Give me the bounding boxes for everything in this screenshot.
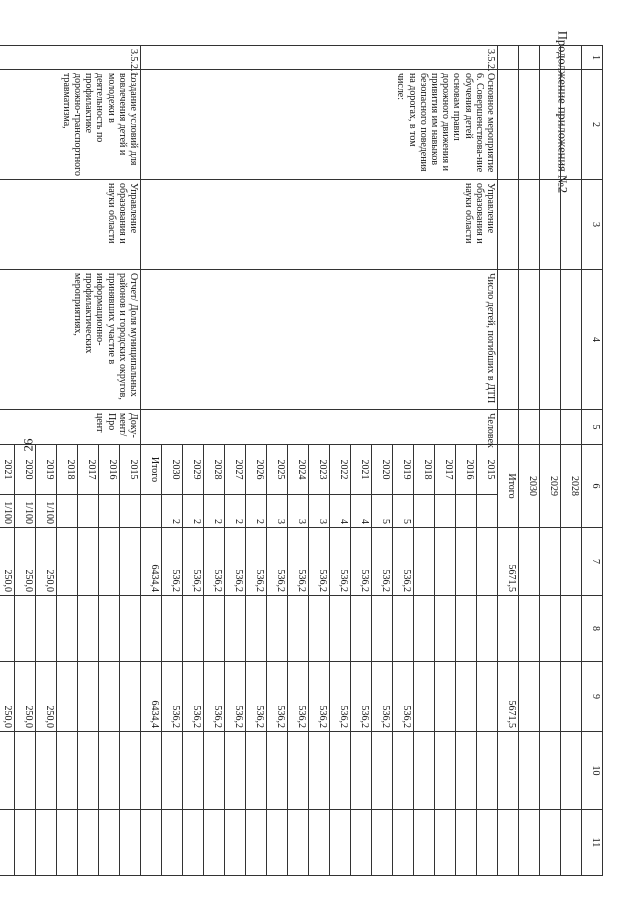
item-number-cell: 3.5.2. <box>141 46 498 70</box>
value-cell: 536,2 <box>372 528 393 596</box>
empty-cell <box>519 46 540 70</box>
value-cell <box>561 528 582 596</box>
empty-cell <box>267 732 288 810</box>
empty-cell <box>0 810 15 876</box>
value-cell: 6434,4 <box>141 662 162 732</box>
empty-cell <box>0 732 15 810</box>
value-cell: 536,2 <box>393 528 414 596</box>
value-cell: 536,2 <box>288 662 309 732</box>
header-cell: 7 <box>582 528 603 596</box>
value-cell <box>561 662 582 732</box>
empty-cell <box>57 810 78 876</box>
empty-cell <box>456 732 477 810</box>
empty-cell <box>162 732 183 810</box>
value-cell: 6434,4 <box>141 528 162 596</box>
count-cell: 3 <box>288 495 309 528</box>
indicator-cell: Отчет/ Доля муниципальных районов и городских округов, принявших участие в информационно-профилактических мероприятиях, <box>0 270 141 410</box>
empty-cell <box>519 270 540 410</box>
empty-cell <box>414 810 435 876</box>
empty-cell <box>519 180 540 270</box>
count-cell <box>141 495 162 528</box>
value-cell: 536,2 <box>351 662 372 732</box>
count-cell <box>57 495 78 528</box>
value-cell <box>435 662 456 732</box>
count-cell: 2 <box>204 495 225 528</box>
year-cell: 2028 <box>561 445 582 528</box>
empty-cell <box>498 46 519 70</box>
empty-cell <box>561 732 582 810</box>
empty-cell <box>393 596 414 662</box>
year-cell: 2030 <box>162 445 183 495</box>
value-cell: 536,2 <box>162 662 183 732</box>
empty-cell <box>519 810 540 876</box>
table-body <box>0 46 603 876</box>
value-cell: 536,2 <box>330 528 351 596</box>
empty-cell <box>540 410 561 445</box>
count-cell <box>414 495 435 528</box>
empty-cell <box>540 270 561 410</box>
value-cell <box>57 528 78 596</box>
year-cell: 2015 <box>477 445 498 495</box>
empty-cell <box>36 596 57 662</box>
value-cell <box>414 528 435 596</box>
empty-cell <box>561 180 582 270</box>
value-cell: 536,2 <box>288 528 309 596</box>
value-cell <box>477 528 498 596</box>
value-cell <box>78 662 99 732</box>
empty-cell <box>99 732 120 810</box>
value-cell <box>456 528 477 596</box>
value-cell <box>456 662 477 732</box>
year-cell: 2028 <box>204 445 225 495</box>
value-cell <box>99 528 120 596</box>
empty-cell <box>57 596 78 662</box>
empty-cell <box>435 810 456 876</box>
empty-cell <box>540 596 561 662</box>
header-cell: 9 <box>582 662 603 732</box>
unit-cell: Человек <box>141 410 498 445</box>
value-cell: 536,2 <box>267 662 288 732</box>
value-cell <box>519 662 540 732</box>
empty-cell <box>183 596 204 662</box>
empty-cell <box>141 810 162 876</box>
count-cell: 4 <box>351 495 372 528</box>
year-cell: 2030 <box>519 445 540 528</box>
empty-cell <box>309 810 330 876</box>
empty-cell <box>393 810 414 876</box>
empty-cell <box>519 70 540 180</box>
empty-cell <box>456 810 477 876</box>
count-cell <box>78 495 99 528</box>
empty-cell <box>225 732 246 810</box>
year-cell: 2020 <box>15 445 36 495</box>
count-cell: 1/100 <box>0 495 15 528</box>
unit-cell: Доку-мент/ Про цент <box>0 410 141 445</box>
value-cell <box>477 662 498 732</box>
empty-cell <box>519 596 540 662</box>
empty-cell <box>204 596 225 662</box>
empty-cell <box>561 810 582 876</box>
empty-cell <box>225 596 246 662</box>
value-cell: 536,2 <box>183 528 204 596</box>
header-cell: 8 <box>582 596 603 662</box>
year-cell: 2016 <box>99 445 120 495</box>
empty-cell <box>561 596 582 662</box>
count-cell <box>120 495 141 528</box>
empty-cell <box>498 410 519 445</box>
value-cell: 536,2 <box>393 662 414 732</box>
value-cell: 536,2 <box>372 662 393 732</box>
value-cell: 250,0 <box>36 662 57 732</box>
value-cell: 536,2 <box>246 528 267 596</box>
header-cell: 1 <box>582 46 603 70</box>
empty-cell <box>498 180 519 270</box>
table-area <box>2 45 603 875</box>
value-cell: 536,2 <box>309 528 330 596</box>
empty-cell <box>267 810 288 876</box>
value-cell: 536,2 <box>330 662 351 732</box>
empty-cell <box>498 732 519 810</box>
empty-cell <box>162 810 183 876</box>
year-cell: 2016 <box>456 445 477 495</box>
empty-cell <box>36 810 57 876</box>
item-number-cell: 3.5.2.1. <box>0 46 141 70</box>
header-cell: 6 <box>582 445 603 528</box>
year-cell: 2021 <box>0 445 15 495</box>
empty-cell <box>99 596 120 662</box>
empty-cell <box>540 70 561 180</box>
empty-cell <box>120 732 141 810</box>
value-cell <box>414 662 435 732</box>
empty-cell <box>561 270 582 410</box>
empty-cell <box>288 596 309 662</box>
value-cell <box>57 662 78 732</box>
empty-cell <box>204 810 225 876</box>
value-cell: 536,2 <box>183 662 204 732</box>
empty-cell <box>120 810 141 876</box>
year-cell: 2017 <box>435 445 456 495</box>
value-cell: 536,2 <box>225 662 246 732</box>
empty-cell <box>309 732 330 810</box>
count-cell: 2 <box>162 495 183 528</box>
year-cell: 2024 <box>288 445 309 495</box>
value-cell <box>540 528 561 596</box>
value-cell <box>120 528 141 596</box>
value-cell: 536,2 <box>204 528 225 596</box>
empty-cell <box>183 810 204 876</box>
item-name-cell: создание условий для вовлечения детей и молодежи в деятельность по профилактике дорожно-транспортного травматизма, <box>0 70 141 180</box>
empty-cell <box>78 596 99 662</box>
count-cell: 2 <box>225 495 246 528</box>
empty-cell <box>141 732 162 810</box>
count-cell: 1/100 <box>15 495 36 528</box>
empty-cell <box>435 732 456 810</box>
empty-cell <box>477 732 498 810</box>
page-number: 26 <box>20 438 36 452</box>
empty-cell <box>330 810 351 876</box>
count-cell: 2 <box>246 495 267 528</box>
item-name-cell: Основное мероприятие 6. Совершенствова-ние обучения детей основам правил дорожного движения и привития им навыков безопасного поведения на дорогах, в том числе: <box>141 70 498 180</box>
year-cell: Итого <box>498 445 519 528</box>
value-cell: 250,0 <box>15 662 36 732</box>
value-cell: 250,0 <box>0 528 15 596</box>
empty-cell <box>456 596 477 662</box>
count-cell: 4 <box>330 495 351 528</box>
year-cell: 2021 <box>351 445 372 495</box>
empty-cell <box>435 596 456 662</box>
empty-cell <box>372 732 393 810</box>
rotated-table-container <box>2 45 603 875</box>
count-cell: 1/100 <box>36 495 57 528</box>
count-cell <box>456 495 477 528</box>
value-cell: 250,0 <box>0 662 15 732</box>
table-row <box>498 46 519 876</box>
empty-cell <box>498 810 519 876</box>
value-cell <box>78 528 99 596</box>
empty-cell <box>120 596 141 662</box>
empty-cell <box>0 596 15 662</box>
empty-cell <box>183 732 204 810</box>
count-cell <box>435 495 456 528</box>
count-cell <box>477 495 498 528</box>
count-cell: 5 <box>372 495 393 528</box>
empty-cell <box>15 596 36 662</box>
empty-cell <box>15 732 36 810</box>
empty-cell <box>561 410 582 445</box>
value-cell: 536,2 <box>225 528 246 596</box>
header-cell: 10 <box>582 732 603 810</box>
empty-cell <box>540 810 561 876</box>
empty-cell <box>78 810 99 876</box>
empty-cell <box>36 732 57 810</box>
table-row <box>519 46 540 876</box>
empty-cell <box>351 810 372 876</box>
value-cell: 536,2 <box>309 662 330 732</box>
year-cell: 2029 <box>540 445 561 528</box>
empty-cell <box>414 596 435 662</box>
empty-cell <box>78 732 99 810</box>
year-cell: 2018 <box>57 445 78 495</box>
empty-cell <box>267 596 288 662</box>
empty-cell <box>225 810 246 876</box>
empty-cell <box>204 732 225 810</box>
year-cell: 2019 <box>393 445 414 495</box>
empty-cell <box>330 596 351 662</box>
empty-cell <box>498 270 519 410</box>
count-cell: 3 <box>309 495 330 528</box>
empty-cell <box>498 596 519 662</box>
empty-cell <box>519 410 540 445</box>
table-row <box>540 46 561 876</box>
empty-cell <box>351 596 372 662</box>
value-cell <box>99 662 120 732</box>
empty-cell <box>15 810 36 876</box>
empty-cell <box>330 732 351 810</box>
year-cell: Итого <box>141 445 162 495</box>
year-cell: 2026 <box>246 445 267 495</box>
empty-cell <box>57 732 78 810</box>
empty-cell <box>372 810 393 876</box>
year-cell: 2027 <box>225 445 246 495</box>
empty-cell <box>519 732 540 810</box>
empty-cell <box>288 810 309 876</box>
responsible-cell: Управление образования и науки области <box>141 180 498 270</box>
empty-cell <box>540 46 561 70</box>
header-row <box>582 46 603 876</box>
value-cell: 250,0 <box>36 528 57 596</box>
value-cell <box>435 528 456 596</box>
empty-cell <box>246 732 267 810</box>
value-cell: 536,2 <box>267 528 288 596</box>
table-row <box>561 46 582 876</box>
empty-cell <box>498 70 519 180</box>
table-row <box>477 46 498 876</box>
value-cell: 536,2 <box>351 528 372 596</box>
program-table <box>0 45 603 876</box>
value-cell: 5671,5 <box>498 528 519 596</box>
value-cell: 536,2 <box>204 662 225 732</box>
value-cell <box>519 528 540 596</box>
empty-cell <box>141 596 162 662</box>
year-cell: 2019 <box>36 445 57 495</box>
value-cell <box>120 662 141 732</box>
year-cell: 2018 <box>414 445 435 495</box>
empty-cell <box>561 46 582 70</box>
header-cell: 2 <box>582 70 603 180</box>
empty-cell <box>477 810 498 876</box>
value-cell: 536,2 <box>162 528 183 596</box>
empty-cell <box>393 732 414 810</box>
empty-cell <box>309 596 330 662</box>
empty-cell <box>351 732 372 810</box>
empty-cell <box>414 732 435 810</box>
empty-cell <box>477 596 498 662</box>
year-cell: 2023 <box>309 445 330 495</box>
empty-cell <box>540 180 561 270</box>
year-cell: 2020 <box>372 445 393 495</box>
count-cell <box>99 495 120 528</box>
header-cell: 11 <box>582 810 603 876</box>
table-row <box>120 46 141 876</box>
count-cell: 3 <box>267 495 288 528</box>
value-cell: 536,2 <box>246 662 267 732</box>
responsible-cell: Управление образования и науки области <box>0 180 141 270</box>
value-cell <box>540 662 561 732</box>
year-cell: 2025 <box>267 445 288 495</box>
value-cell: 5671,5 <box>498 662 519 732</box>
header-cell: 4 <box>582 270 603 410</box>
indicator-cell: Число детей, погибших в ДТП <box>141 270 498 410</box>
empty-cell <box>288 732 309 810</box>
count-cell: 5 <box>393 495 414 528</box>
empty-cell <box>162 596 183 662</box>
empty-cell <box>372 596 393 662</box>
year-cell: 2015 <box>120 445 141 495</box>
continuation-label: Продолжение приложения №2 <box>555 30 570 194</box>
header-cell: 5 <box>582 410 603 445</box>
year-cell: 2029 <box>183 445 204 495</box>
count-cell: 2 <box>183 495 204 528</box>
header-cell: 3 <box>582 180 603 270</box>
empty-cell <box>246 596 267 662</box>
value-cell: 250,0 <box>15 528 36 596</box>
empty-cell <box>246 810 267 876</box>
empty-cell <box>561 70 582 180</box>
empty-cell <box>540 732 561 810</box>
year-cell: 2022 <box>330 445 351 495</box>
empty-cell <box>99 810 120 876</box>
year-cell: 2017 <box>78 445 99 495</box>
